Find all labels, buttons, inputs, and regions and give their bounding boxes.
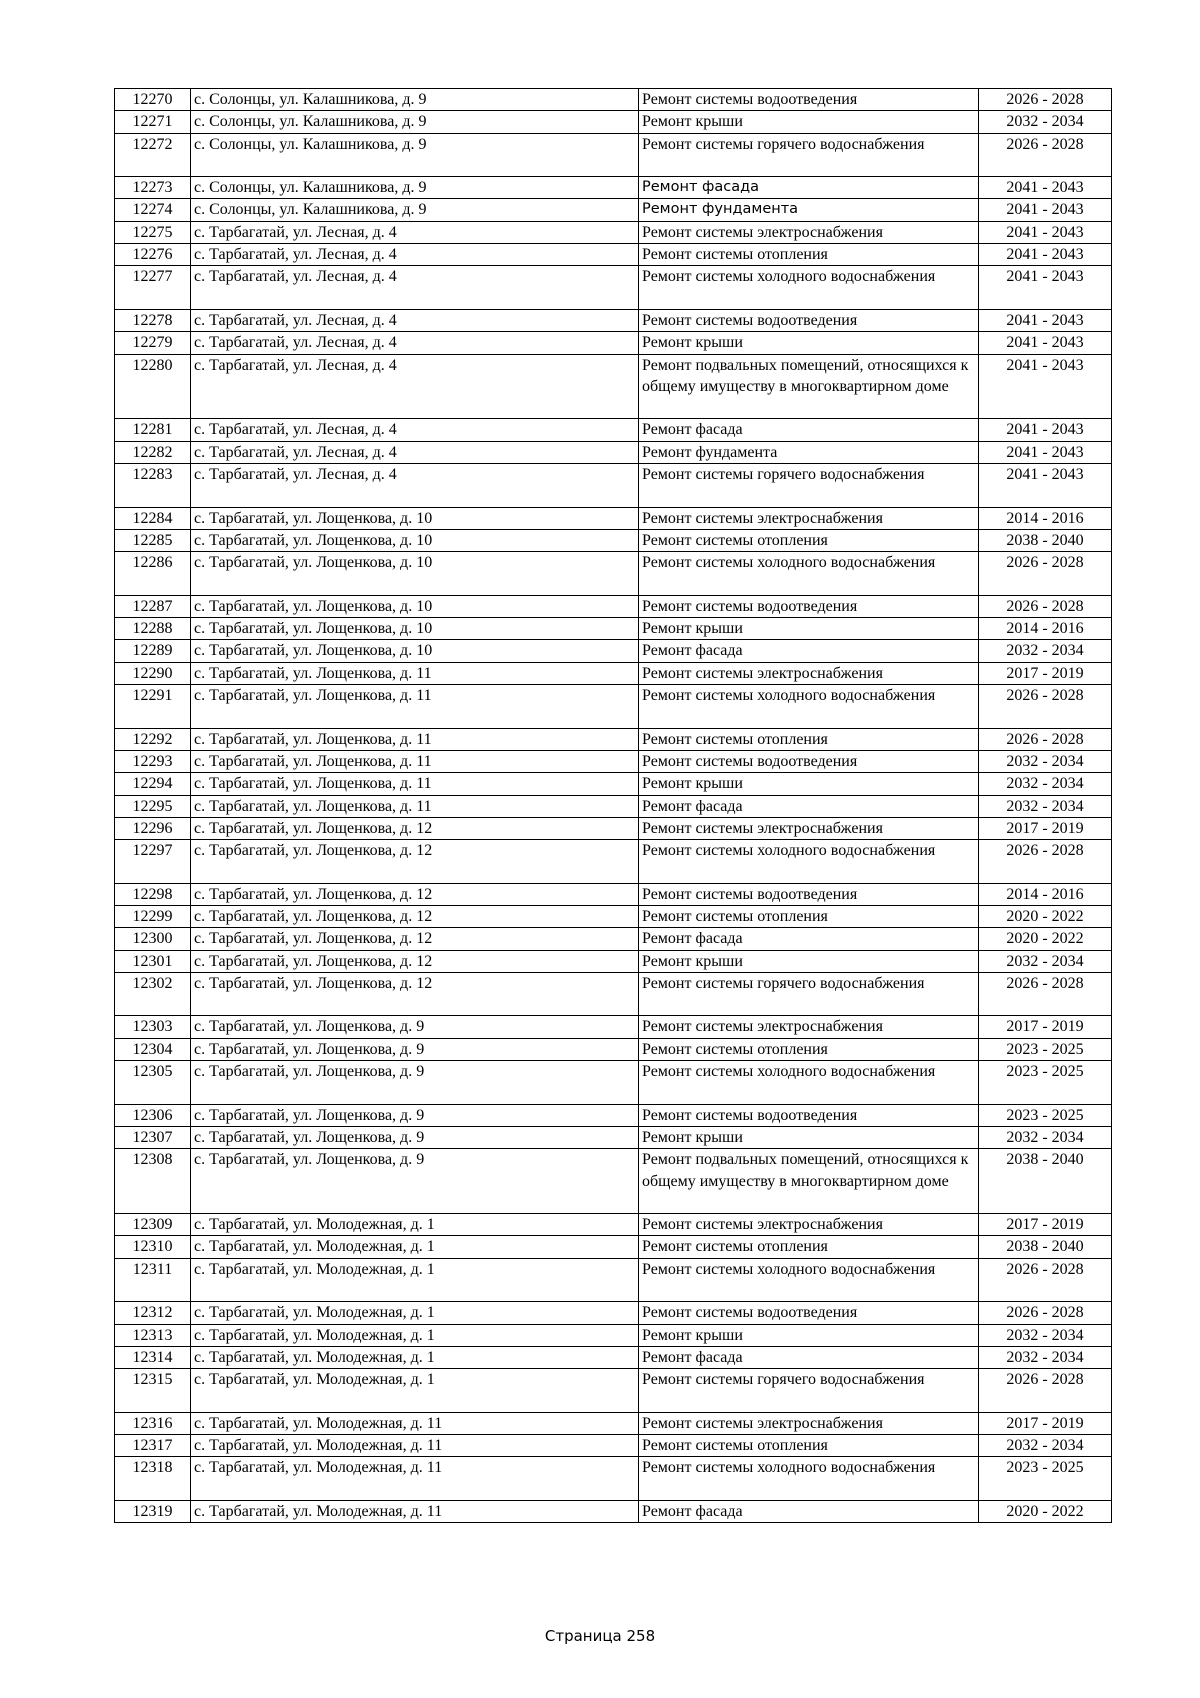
- table-row: [115, 1236, 1112, 1258]
- cell-work-type: Ремонт системы горячего водоснабжения: [639, 464, 979, 508]
- cell-period: 2026 - 2028: [979, 972, 1112, 1016]
- table-row: [115, 1104, 1112, 1126]
- cell-period: 2026 - 2028: [979, 133, 1112, 177]
- cell-period: 2023 - 2025: [979, 1457, 1112, 1501]
- table-row: [115, 1346, 1112, 1368]
- cell-period: 2023 - 2025: [979, 1061, 1112, 1105]
- cell-work-type: Ремонт системы водоотведения: [639, 883, 979, 905]
- cell-number: 12276: [115, 244, 191, 266]
- cell-period: 2023 - 2025: [979, 1104, 1112, 1126]
- table-row: [115, 1061, 1112, 1105]
- cell-number: 12284: [115, 507, 191, 529]
- table-row: [115, 840, 1112, 884]
- cell-work-type: Ремонт системы холодного водоснабжения: [639, 1457, 979, 1501]
- table-row: [115, 1369, 1112, 1413]
- cell-period: 2041 - 2043: [979, 244, 1112, 266]
- table-row: [115, 750, 1112, 772]
- table-row: [115, 905, 1112, 927]
- table-row: [115, 529, 1112, 551]
- table-row: [115, 441, 1112, 463]
- cell-period: 2038 - 2040: [979, 1236, 1112, 1258]
- cell-number: 12285: [115, 529, 191, 551]
- table-row: [115, 177, 1112, 199]
- cell-period: 2032 - 2034: [979, 750, 1112, 772]
- table-row: [115, 89, 1112, 111]
- cell-address: с. Солонцы, ул. Калашникова, д. 9: [191, 199, 639, 221]
- cell-period: 2020 - 2022: [979, 905, 1112, 927]
- cell-work-type: Ремонт системы электроснабжения: [639, 662, 979, 684]
- cell-period: 2026 - 2028: [979, 685, 1112, 729]
- cell-address: с. Тарбагатай, ул. Лощенкова, д. 10: [191, 595, 639, 617]
- cell-address: с. Тарбагатай, ул. Лесная, д. 4: [191, 266, 639, 310]
- cell-work-type: Ремонт системы водоотведения: [639, 1302, 979, 1324]
- table-row: [115, 685, 1112, 729]
- table-row: [115, 1038, 1112, 1060]
- cell-number: 12297: [115, 840, 191, 884]
- cell-number: 12275: [115, 221, 191, 243]
- cell-number: 12279: [115, 332, 191, 354]
- cell-period: 2017 - 2019: [979, 1016, 1112, 1038]
- cell-address: с. Тарбагатай, ул. Молодежная, д. 1: [191, 1302, 639, 1324]
- table-row: [115, 507, 1112, 529]
- cell-work-type: Ремонт системы электроснабжения: [639, 1016, 979, 1038]
- cell-work-type: Ремонт системы отопления: [639, 1236, 979, 1258]
- cell-number: 12313: [115, 1324, 191, 1346]
- cell-work-type: Ремонт крыши: [639, 618, 979, 640]
- cell-period: 2041 - 2043: [979, 464, 1112, 508]
- cell-address: с. Тарбагатай, ул. Лощенкова, д. 12: [191, 950, 639, 972]
- table-row: [115, 883, 1112, 905]
- cell-address: с. Тарбагатай, ул. Молодежная, д. 1: [191, 1236, 639, 1258]
- cell-address: с. Тарбагатай, ул. Лощенкова, д. 12: [191, 817, 639, 839]
- cell-work-type: Ремонт системы холодного водоснабжения: [639, 685, 979, 729]
- cell-number: 12310: [115, 1236, 191, 1258]
- table-row: [115, 1501, 1112, 1523]
- cell-work-type: Ремонт подвальных помещений, относящихся к общему имуществу в многоквартирном доме: [639, 354, 979, 419]
- cell-address: с. Солонцы, ул. Калашникова, д. 9: [191, 111, 639, 133]
- cell-work-type: Ремонт фасада: [639, 177, 979, 199]
- cell-work-type: Ремонт системы холодного водоснабжения: [639, 840, 979, 884]
- cell-number: 12316: [115, 1412, 191, 1434]
- cell-number: 12288: [115, 618, 191, 640]
- cell-work-type: Ремонт системы холодного водоснабжения: [639, 1061, 979, 1105]
- table-row: [115, 1149, 1112, 1214]
- cell-period: 2032 - 2034: [979, 795, 1112, 817]
- cell-address: с. Тарбагатай, ул. Лощенкова, д. 11: [191, 750, 639, 772]
- table-row: [115, 1302, 1112, 1324]
- cell-address: с. Тарбагатай, ул. Лощенкова, д. 9: [191, 1104, 639, 1126]
- cell-number: 12303: [115, 1016, 191, 1038]
- cell-period: 2017 - 2019: [979, 817, 1112, 839]
- cell-period: 2020 - 2022: [979, 928, 1112, 950]
- cell-address: с. Тарбагатай, ул. Молодежная, д. 11: [191, 1457, 639, 1501]
- cell-period: 2038 - 2040: [979, 1149, 1112, 1214]
- cell-address: с. Тарбагатай, ул. Лощенкова, д. 11: [191, 685, 639, 729]
- cell-period: 2026 - 2028: [979, 552, 1112, 596]
- cell-work-type: Ремонт фасада: [639, 640, 979, 662]
- table-row: [115, 640, 1112, 662]
- cell-number: 12299: [115, 905, 191, 927]
- cell-number: 12278: [115, 309, 191, 331]
- table-row: [115, 221, 1112, 243]
- cell-number: 12292: [115, 728, 191, 750]
- table-row: [115, 972, 1112, 1016]
- cell-work-type: Ремонт фасада: [639, 1346, 979, 1368]
- table-row: [115, 773, 1112, 795]
- cell-number: 12286: [115, 552, 191, 596]
- cell-work-type: Ремонт крыши: [639, 950, 979, 972]
- cell-number: 12312: [115, 1302, 191, 1324]
- cell-work-type: Ремонт системы отопления: [639, 1435, 979, 1457]
- cell-period: 2032 - 2034: [979, 111, 1112, 133]
- cell-number: 12300: [115, 928, 191, 950]
- cell-work-type: Ремонт крыши: [639, 1126, 979, 1148]
- table-row: [115, 1016, 1112, 1038]
- cell-period: 2041 - 2043: [979, 221, 1112, 243]
- cell-number: 12271: [115, 111, 191, 133]
- cell-address: с. Тарбагатай, ул. Лощенкова, д. 11: [191, 773, 639, 795]
- cell-period: 2026 - 2028: [979, 728, 1112, 750]
- table-row: [115, 950, 1112, 972]
- cell-work-type: Ремонт системы отопления: [639, 728, 979, 750]
- table-row: [115, 309, 1112, 331]
- table-row: [115, 1214, 1112, 1236]
- table-row: [115, 1435, 1112, 1457]
- cell-number: 12306: [115, 1104, 191, 1126]
- cell-number: 12272: [115, 133, 191, 177]
- table-row: [115, 266, 1112, 310]
- cell-address: с. Тарбагатай, ул. Молодежная, д. 1: [191, 1324, 639, 1346]
- cell-period: 2041 - 2043: [979, 199, 1112, 221]
- repair-schedule-table: [114, 88, 1112, 1523]
- table-row: [115, 199, 1112, 221]
- cell-number: 12298: [115, 883, 191, 905]
- cell-work-type: Ремонт системы электроснабжения: [639, 1214, 979, 1236]
- table-row: [115, 1412, 1112, 1434]
- cell-work-type: Ремонт крыши: [639, 1324, 979, 1346]
- cell-number: 12277: [115, 266, 191, 310]
- cell-number: 12302: [115, 972, 191, 1016]
- cell-period: 2014 - 2016: [979, 883, 1112, 905]
- cell-work-type: Ремонт системы электроснабжения: [639, 221, 979, 243]
- cell-period: 2032 - 2034: [979, 773, 1112, 795]
- cell-address: с. Тарбагатай, ул. Лощенкова, д. 12: [191, 972, 639, 1016]
- page-number: Страница 258: [544, 1627, 656, 1645]
- cell-work-type: Ремонт фундамента: [639, 199, 979, 221]
- table-row: [115, 618, 1112, 640]
- cell-address: с. Тарбагатай, ул. Лощенкова, д. 12: [191, 883, 639, 905]
- cell-period: 2014 - 2016: [979, 507, 1112, 529]
- cell-period: 2032 - 2034: [979, 1435, 1112, 1457]
- cell-address: с. Тарбагатай, ул. Молодежная, д. 1: [191, 1214, 639, 1236]
- table-row: [115, 595, 1112, 617]
- cell-number: 12280: [115, 354, 191, 419]
- cell-address: с. Тарбагатай, ул. Лощенкова, д. 9: [191, 1061, 639, 1105]
- cell-address: с. Тарбагатай, ул. Лощенкова, д. 10: [191, 640, 639, 662]
- cell-number: 12290: [115, 662, 191, 684]
- cell-work-type: Ремонт крыши: [639, 332, 979, 354]
- cell-work-type: Ремонт системы электроснабжения: [639, 817, 979, 839]
- table-row: [115, 354, 1112, 419]
- cell-number: 12308: [115, 1149, 191, 1214]
- cell-period: 2032 - 2034: [979, 1324, 1112, 1346]
- cell-address: с. Тарбагатай, ул. Лощенкова, д. 12: [191, 840, 639, 884]
- cell-work-type: Ремонт системы водоотведения: [639, 89, 979, 111]
- cell-period: 2041 - 2043: [979, 441, 1112, 463]
- cell-work-type: Ремонт системы отопления: [639, 529, 979, 551]
- cell-period: 2026 - 2028: [979, 1302, 1112, 1324]
- cell-address: с. Тарбагатай, ул. Лесная, д. 4: [191, 332, 639, 354]
- cell-address: с. Солонцы, ул. Калашникова, д. 9: [191, 177, 639, 199]
- cell-address: с. Тарбагатай, ул. Лощенкова, д. 12: [191, 928, 639, 950]
- table-row: [115, 1324, 1112, 1346]
- cell-period: 2032 - 2034: [979, 950, 1112, 972]
- table-row: [115, 817, 1112, 839]
- cell-number: 12307: [115, 1126, 191, 1148]
- cell-number: 12294: [115, 773, 191, 795]
- cell-period: 2041 - 2043: [979, 419, 1112, 441]
- cell-address: с. Тарбагатай, ул. Молодежная, д. 11: [191, 1501, 639, 1523]
- cell-address: с. Тарбагатай, ул. Лесная, д. 4: [191, 441, 639, 463]
- cell-work-type: Ремонт системы холодного водоснабжения: [639, 1258, 979, 1302]
- cell-number: 12273: [115, 177, 191, 199]
- cell-address: с. Тарбагатай, ул. Лощенкова, д. 9: [191, 1126, 639, 1148]
- cell-number: 12291: [115, 685, 191, 729]
- cell-address: с. Тарбагатай, ул. Лесная, д. 4: [191, 354, 639, 419]
- table-row: [115, 928, 1112, 950]
- cell-number: 12293: [115, 750, 191, 772]
- cell-work-type: Ремонт системы водоотведения: [639, 1104, 979, 1126]
- cell-work-type: Ремонт фундамента: [639, 441, 979, 463]
- table-row: [115, 728, 1112, 750]
- cell-work-type: Ремонт системы горячего водоснабжения: [639, 972, 979, 1016]
- cell-number: 12287: [115, 595, 191, 617]
- cell-work-type: Ремонт системы отопления: [639, 244, 979, 266]
- cell-number: 12270: [115, 89, 191, 111]
- cell-work-type: Ремонт подвальных помещений, относящихся к общему имуществу в многоквартирном доме: [639, 1149, 979, 1214]
- cell-work-type: Ремонт фасада: [639, 928, 979, 950]
- table-row: [115, 464, 1112, 508]
- table-row: [115, 1126, 1112, 1148]
- cell-period: 2026 - 2028: [979, 1258, 1112, 1302]
- table-row: [115, 244, 1112, 266]
- cell-address: с. Тарбагатай, ул. Лесная, д. 4: [191, 464, 639, 508]
- cell-address: с. Тарбагатай, ул. Лощенкова, д. 9: [191, 1149, 639, 1214]
- cell-work-type: Ремонт системы холодного водоснабжения: [639, 266, 979, 310]
- cell-period: 2032 - 2034: [979, 640, 1112, 662]
- cell-number: 12296: [115, 817, 191, 839]
- cell-period: 2041 - 2043: [979, 177, 1112, 199]
- cell-work-type: Ремонт системы горячего водоснабжения: [639, 133, 979, 177]
- cell-address: с. Тарбагатай, ул. Молодежная, д. 11: [191, 1412, 639, 1434]
- cell-work-type: Ремонт крыши: [639, 773, 979, 795]
- table-row: [115, 111, 1112, 133]
- cell-period: 2032 - 2034: [979, 1126, 1112, 1148]
- table-row: [115, 1457, 1112, 1501]
- cell-period: 2041 - 2043: [979, 332, 1112, 354]
- cell-address: с. Тарбагатай, ул. Лощенкова, д. 12: [191, 905, 639, 927]
- cell-period: 2026 - 2028: [979, 89, 1112, 111]
- cell-number: 12311: [115, 1258, 191, 1302]
- cell-work-type: Ремонт фасада: [639, 795, 979, 817]
- cell-address: с. Тарбагатай, ул. Лощенкова, д. 10: [191, 529, 639, 551]
- cell-address: с. Тарбагатай, ул. Лесная, д. 4: [191, 221, 639, 243]
- cell-address: с. Солонцы, ул. Калашникова, д. 9: [191, 133, 639, 177]
- table-row: [115, 133, 1112, 177]
- cell-work-type: Ремонт фасада: [639, 419, 979, 441]
- cell-address: с. Тарбагатай, ул. Лощенкова, д. 9: [191, 1016, 639, 1038]
- cell-number: 12309: [115, 1214, 191, 1236]
- cell-address: с. Солонцы, ул. Калашникова, д. 9: [191, 89, 639, 111]
- table-row: [115, 419, 1112, 441]
- cell-work-type: Ремонт системы холодного водоснабжения: [639, 552, 979, 596]
- cell-period: 2041 - 2043: [979, 309, 1112, 331]
- cell-number: 12282: [115, 441, 191, 463]
- cell-period: 2038 - 2040: [979, 529, 1112, 551]
- table-row: [115, 795, 1112, 817]
- cell-address: с. Тарбагатай, ул. Лощенкова, д. 10: [191, 618, 639, 640]
- cell-work-type: Ремонт системы горячего водоснабжения: [639, 1369, 979, 1413]
- cell-period: 2017 - 2019: [979, 662, 1112, 684]
- cell-address: с. Тарбагатай, ул. Лощенкова, д. 10: [191, 507, 639, 529]
- cell-number: 12295: [115, 795, 191, 817]
- cell-number: 12289: [115, 640, 191, 662]
- cell-address: с. Тарбагатай, ул. Лощенкова, д. 11: [191, 662, 639, 684]
- cell-address: с. Тарбагатай, ул. Лощенкова, д. 11: [191, 795, 639, 817]
- cell-address: с. Тарбагатай, ул. Молодежная, д. 1: [191, 1346, 639, 1368]
- cell-number: 12283: [115, 464, 191, 508]
- cell-period: 2041 - 2043: [979, 266, 1112, 310]
- cell-address: с. Тарбагатай, ул. Молодежная, д. 1: [191, 1258, 639, 1302]
- table-row: [115, 332, 1112, 354]
- cell-period: 2014 - 2016: [979, 618, 1112, 640]
- table-row: [115, 662, 1112, 684]
- table-body: [115, 89, 1112, 1523]
- cell-work-type: Ремонт системы отопления: [639, 905, 979, 927]
- cell-number: 12301: [115, 950, 191, 972]
- cell-number: 12319: [115, 1501, 191, 1523]
- cell-work-type: Ремонт системы водоотведения: [639, 309, 979, 331]
- cell-work-type: Ремонт системы водоотведения: [639, 750, 979, 772]
- cell-work-type: Ремонт системы отопления: [639, 1038, 979, 1060]
- cell-number: 12281: [115, 419, 191, 441]
- cell-period: 2032 - 2034: [979, 1346, 1112, 1368]
- cell-work-type: Ремонт фасада: [639, 1501, 979, 1523]
- cell-number: 12318: [115, 1457, 191, 1501]
- cell-period: 2041 - 2043: [979, 354, 1112, 419]
- cell-period: 2020 - 2022: [979, 1501, 1112, 1523]
- cell-work-type: Ремонт системы водоотведения: [639, 595, 979, 617]
- cell-work-type: Ремонт крыши: [639, 111, 979, 133]
- cell-address: с. Тарбагатай, ул. Молодежная, д. 11: [191, 1435, 639, 1457]
- cell-period: 2017 - 2019: [979, 1412, 1112, 1434]
- cell-address: с. Тарбагатай, ул. Лесная, д. 4: [191, 419, 639, 441]
- cell-number: 12317: [115, 1435, 191, 1457]
- cell-address: с. Тарбагатай, ул. Лощенкова, д. 11: [191, 728, 639, 750]
- cell-number: 12314: [115, 1346, 191, 1368]
- cell-work-type: Ремонт системы электроснабжения: [639, 1412, 979, 1434]
- table-row: [115, 1258, 1112, 1302]
- table-row: [115, 552, 1112, 596]
- cell-address: с. Тарбагатай, ул. Лощенкова, д. 10: [191, 552, 639, 596]
- cell-period: 2017 - 2019: [979, 1214, 1112, 1236]
- cell-address: с. Тарбагатай, ул. Лесная, д. 4: [191, 244, 639, 266]
- cell-period: 2026 - 2028: [979, 840, 1112, 884]
- cell-number: 12304: [115, 1038, 191, 1060]
- cell-period: 2026 - 2028: [979, 595, 1112, 617]
- cell-address: с. Тарбагатай, ул. Молодежная, д. 1: [191, 1369, 639, 1413]
- cell-number: 12315: [115, 1369, 191, 1413]
- cell-number: 12305: [115, 1061, 191, 1105]
- cell-work-type: Ремонт системы электроснабжения: [639, 507, 979, 529]
- cell-period: 2026 - 2028: [979, 1369, 1112, 1413]
- cell-address: с. Тарбагатай, ул. Лощенкова, д. 9: [191, 1038, 639, 1060]
- cell-period: 2023 - 2025: [979, 1038, 1112, 1060]
- cell-number: 12274: [115, 199, 191, 221]
- cell-address: с. Тарбагатай, ул. Лесная, д. 4: [191, 309, 639, 331]
